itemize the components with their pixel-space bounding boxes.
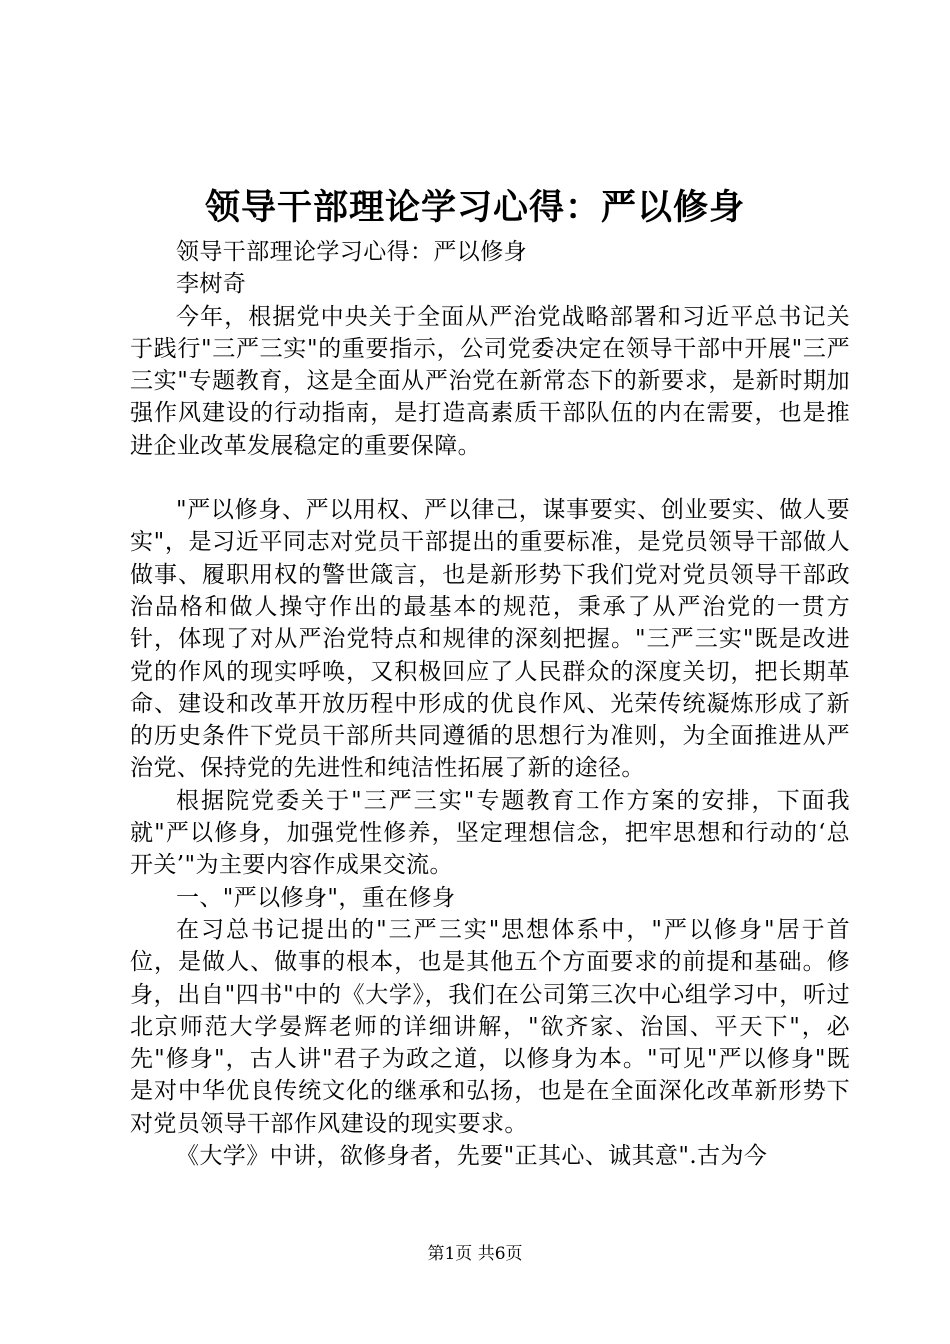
paragraph-self-cultivation: 在习总书记提出的"三严三实"思想体系中，"严以修身"居于首位，是做人、做事的根本，也是其他五个方面要求的前提和基础。修身，出自"四书"中的《大学》，我们在公司第三次中心组学习中，听过北京师范大学晏辉老师的详细讲解，"欲齐家、治国、平天下"，必先"修身"，古人讲"君子为政之道，以修身为本。"可见"严以修身"既是对中华优良传统文化的继承和弘扬，也是在全面深化改革新形势下对党员领导干部作风建设的现实要求。 (130, 916, 850, 1137)
document-body (130, 236, 850, 1172)
subtitle-line: 领导干部理论学习心得：严以修身 (176, 239, 527, 265)
paragraph-arrangement: 根据院党委关于"三严三实"专题教育工作方案的安排，下面我就"严以修身，加强党性修养，坚定理想信念，把牢思想和行动的‘总开关’"为主要内容作成果交流。 (130, 787, 850, 879)
paragraph-intro: 今年，根据党中央关于全面从严治党战略部署和习近平总书记关于践行"三严三实"的重要指示，公司党委决定在领导干部中开展"三严三实"专题教育，这是全面从严治党在新常态下的新要求，是新时期加强作风建设的行动指南，是打造高素质干部队伍的内在需要，也是推进企业改革发展稳定的重要保障。 (130, 303, 850, 459)
section-heading-1: 一、"严以修身"，重在修身 (176, 884, 456, 911)
paragraph-great-learning: 《大学》中讲，欲修身者，先要"正其心、诚其意".古为今 (176, 1143, 768, 1170)
paragraph-standards: "严以修身、严以用权、严以律己，谋事要实、创业要实、做人要实"，是习近平同志对党员干部提出的重要标准，是党员领导干部做人做事、履职用权的警世箴言，也是新形势下我们党对党员领导干部政治品格和做人操守作出的最基本的规范，秉承了从严治党的一贯方针，体现了对从严治党特点和规律的深刻把握。"三严三实"既是改进党的作风的现实呼唤，又积极回应了人民群众的深度关切，把长期革命、建设和改革开放历程中形成的优良作风、光荣传统凝炼形成了新的历史条件下党员干部所共同遵循的思想行为准则，为全面推进从严治党、保持党的先进性和纯洁性拓展了新的途径。 (130, 497, 850, 782)
author-line: 李树奇 (176, 271, 247, 298)
page-number: 第1页 共6页 (427, 1244, 523, 1264)
document-title: 领导干部理论学习心得：严以修身 (204, 187, 745, 228)
